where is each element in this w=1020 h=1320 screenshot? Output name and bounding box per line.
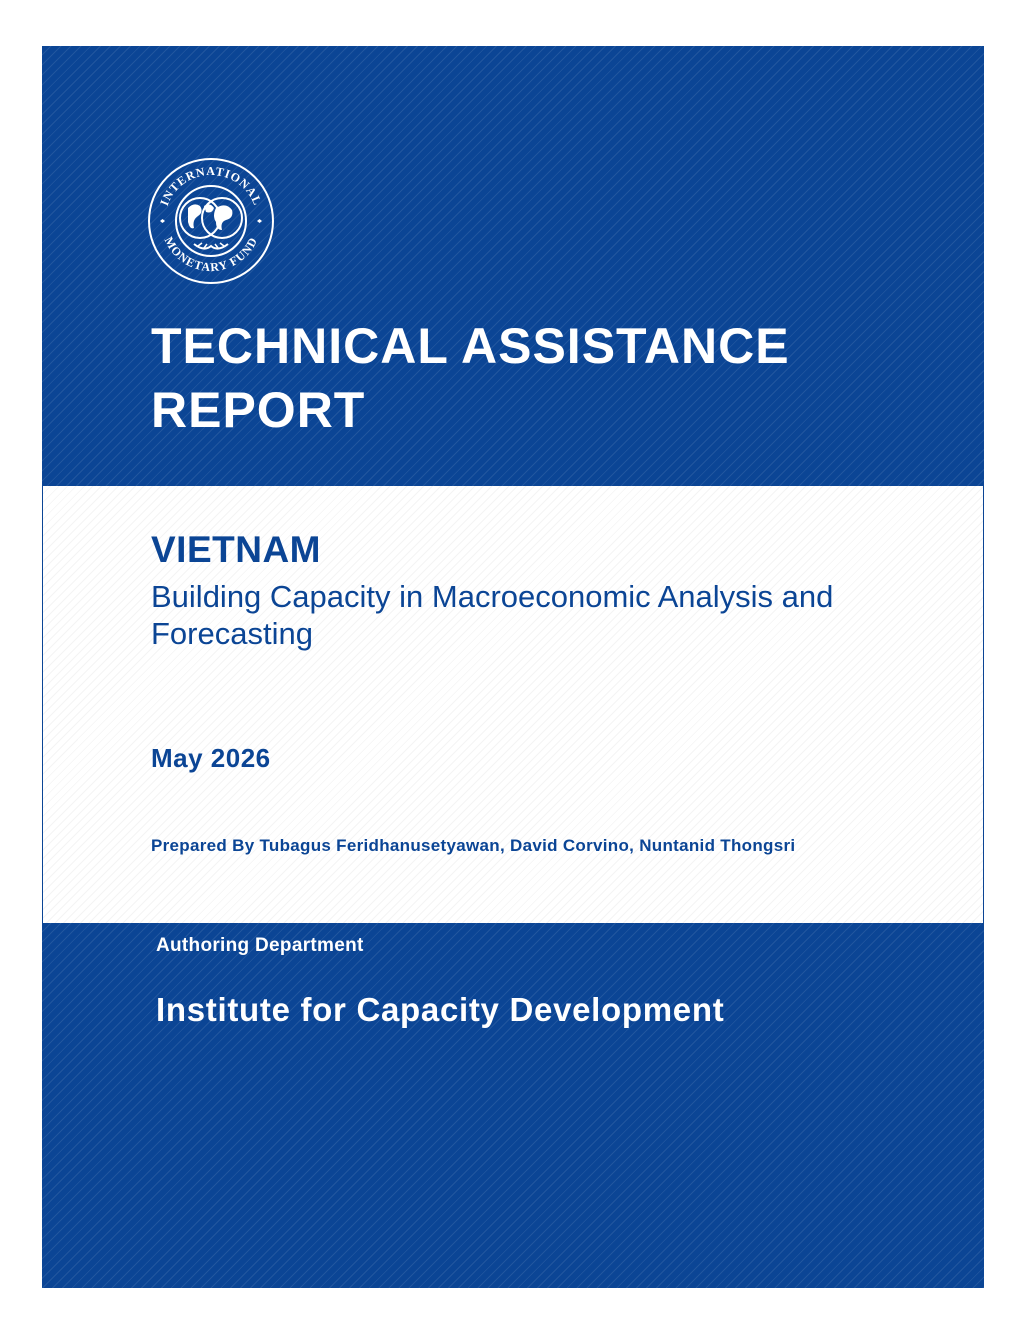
- svg-text:MONETARY FUND: [162, 234, 261, 274]
- report-subtitle: Building Capacity in Macroeconomic Analysis and Forecasting: [151, 579, 834, 651]
- cover-bottom-panel: [42, 923, 984, 1288]
- authoring-department-label: Authoring Department: [156, 935, 364, 956]
- seal-ring-bottom-text: MONETARY FUND: [161, 234, 261, 275]
- imf-seal-icon: [146, 156, 276, 286]
- seal-ring-top-text: INTERNATIONAL: [157, 163, 265, 208]
- publication-date: May 2026: [151, 743, 271, 773]
- country-name: VIETNAM: [151, 529, 321, 570]
- report-cover: [42, 46, 984, 1288]
- authoring-department-name: Institute for Capacity Development: [156, 991, 725, 1028]
- report-title: TECHNICAL ASSISTANCE REPORT: [151, 318, 790, 438]
- prepared-by: Prepared By Tubagus Feridhanusetyawan, David Corvino, Nuntanid Thongsri: [151, 836, 796, 855]
